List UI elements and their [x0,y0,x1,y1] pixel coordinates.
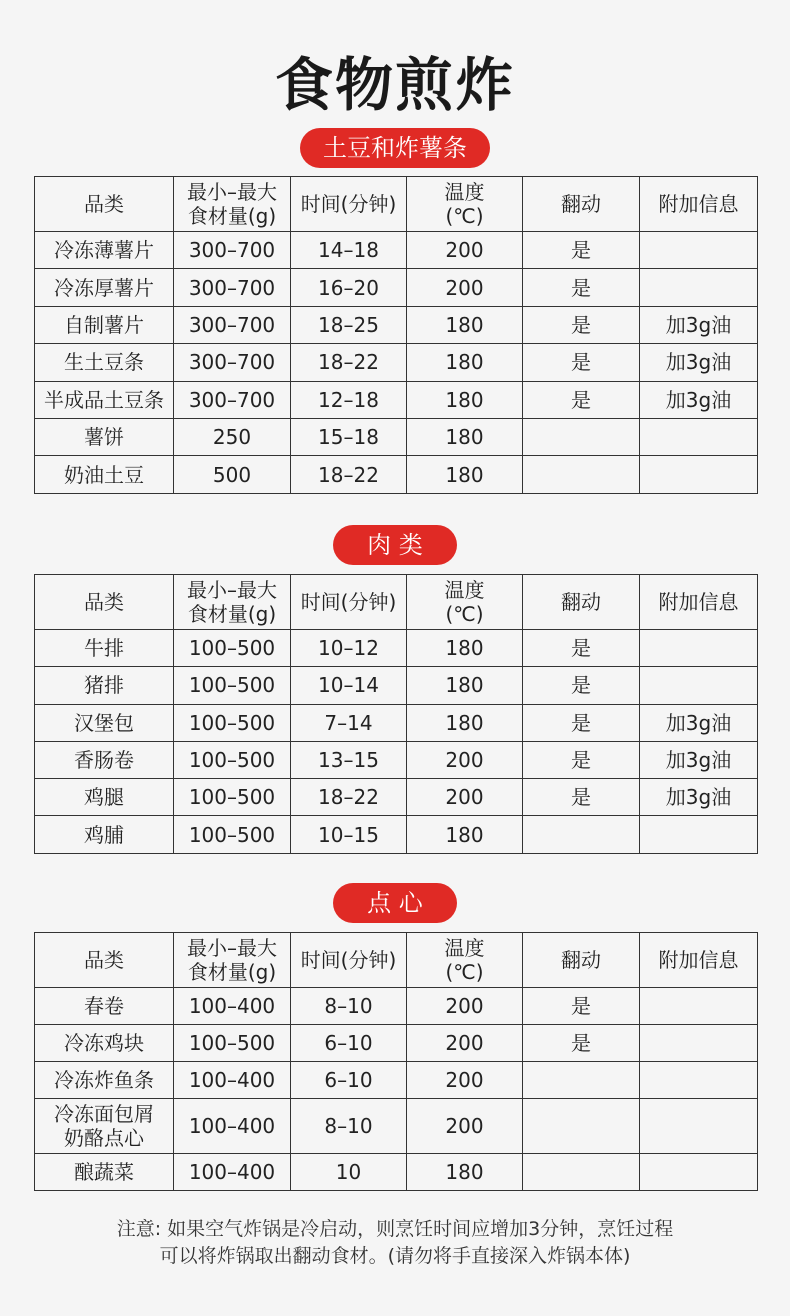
cell-extra-info: 加3g油 [640,741,758,778]
section-label: 土豆和炸薯条 [300,128,490,168]
cell-time: 6–10 [291,1025,407,1062]
table-row [35,741,758,778]
section-label: 肉 类 [333,525,457,565]
header-amount: 最小–最大 食材量(g) [174,933,291,988]
table-row [35,1062,758,1099]
cell-category: 酿蔬菜 [35,1154,174,1191]
table-row [35,232,758,269]
table-row [35,816,758,853]
cell-extra-info [640,667,758,704]
cell-category: 奶油土豆 [35,456,174,493]
table-row [35,344,758,381]
cell-category: 薯饼 [35,418,174,455]
cell-time: 18–22 [291,456,407,493]
cell-flip: 是 [523,667,640,704]
cell-temperature: 180 [407,344,523,381]
cell-amount: 300–700 [174,306,291,343]
header-flip: 翻动 [523,933,640,988]
cell-extra-info [640,1062,758,1099]
cell-category: 鸡腿 [35,779,174,816]
cell-extra-info [640,456,758,493]
cell-flip: 是 [523,630,640,667]
header-amount: 最小–最大 食材量(g) [174,177,291,232]
cell-category: 春卷 [35,988,174,1025]
cell-flip: 是 [523,704,640,741]
cell-amount: 300–700 [174,344,291,381]
cell-category: 自制薯片 [35,306,174,343]
cell-temperature: 200 [407,1025,523,1062]
header-flip: 翻动 [523,575,640,630]
table-header-row [35,575,758,630]
cell-amount: 100–500 [174,667,291,704]
cell-extra-info [640,269,758,306]
cell-time: 10–15 [291,816,407,853]
cell-extra-info [640,1025,758,1062]
cell-extra-info: 加3g油 [640,306,758,343]
header-time: 时间(分钟) [291,933,407,988]
cell-extra-info [640,1099,758,1154]
cell-time: 13–15 [291,741,407,778]
table-row [35,269,758,306]
cell-flip: 是 [523,344,640,381]
cell-amount: 100–400 [174,1099,291,1154]
table-row [35,779,758,816]
cell-time: 15–18 [291,418,407,455]
cell-extra-info: 加3g油 [640,779,758,816]
cell-category: 生土豆条 [35,344,174,381]
cell-extra-info [640,418,758,455]
cell-flip [523,456,640,493]
cell-category: 香肠卷 [35,741,174,778]
cell-amount: 300–700 [174,232,291,269]
cell-amount: 100–400 [174,1062,291,1099]
table-row [35,1099,758,1154]
cell-time: 18–22 [291,344,407,381]
table-row [35,704,758,741]
cell-extra-info: 加3g油 [640,704,758,741]
header-category: 品类 [35,933,174,988]
header-extra-info: 附加信息 [640,575,758,630]
cell-flip: 是 [523,779,640,816]
table-header-row [35,177,758,232]
cell-temperature: 200 [407,779,523,816]
cell-extra-info [640,1154,758,1191]
cell-time: 10–12 [291,630,407,667]
cell-time: 18–22 [291,779,407,816]
cell-category: 冷冻鸡块 [35,1025,174,1062]
cell-time: 8–10 [291,1099,407,1154]
cell-temperature: 180 [407,1154,523,1191]
table-header-row [35,933,758,988]
cell-flip: 是 [523,741,640,778]
cell-temperature: 200 [407,988,523,1025]
cell-time: 10–14 [291,667,407,704]
cell-temperature: 200 [407,1062,523,1099]
cell-flip [523,418,640,455]
header-extra-info: 附加信息 [640,933,758,988]
cell-time: 16–20 [291,269,407,306]
cell-amount: 100–400 [174,1154,291,1191]
cell-amount: 100–400 [174,988,291,1025]
page-title: 食物煎炸 [274,51,515,119]
cell-extra-info: 加3g油 [640,344,758,381]
cell-temperature: 200 [407,1099,523,1154]
table-row [35,1025,758,1062]
cell-temperature: 180 [407,381,523,418]
cell-amount: 500 [174,456,291,493]
cell-category: 鸡脯 [35,816,174,853]
cell-category: 冷冻薄薯片 [35,232,174,269]
cell-amount: 250 [174,418,291,455]
cell-temperature: 180 [407,704,523,741]
cell-amount: 100–500 [174,704,291,741]
table-row [35,1154,758,1191]
cell-category: 汉堡包 [35,704,174,741]
header-temperature: 温度 (℃) [407,575,523,630]
cell-flip [523,816,640,853]
table-row [35,456,758,493]
cell-extra-info [640,630,758,667]
cold-start-note: 注意: 如果空气炸锅是冷启动，则烹饪时间应增加3分钟，烹饪过程 可以将炸锅取出翻动食材。(请勿将手直接深入炸锅本体) [116,1218,674,1267]
cell-category: 冷冻厚薯片 [35,269,174,306]
cell-temperature: 200 [407,741,523,778]
cell-amount: 100–500 [174,1025,291,1062]
cell-temperature: 180 [407,418,523,455]
cell-temperature: 200 [407,269,523,306]
table-row [35,667,758,704]
header-temperature: 温度 (℃) [407,933,523,988]
cell-extra-info: 加3g油 [640,381,758,418]
header-temperature: 温度 (℃) [407,177,523,232]
cell-time: 10 [291,1154,407,1191]
cell-flip [523,1062,640,1099]
cell-flip: 是 [523,988,640,1025]
cell-temperature: 180 [407,456,523,493]
table-row [35,306,758,343]
cell-flip: 是 [523,306,640,343]
header-category: 品类 [35,575,174,630]
cell-amount: 100–500 [174,630,291,667]
header-flip: 翻动 [523,177,640,232]
cell-time: 18–25 [291,306,407,343]
frying-table [34,932,758,1191]
header-category: 品类 [35,177,174,232]
section-label: 点 心 [333,883,457,923]
cell-time: 8–10 [291,988,407,1025]
cell-flip: 是 [523,269,640,306]
frying-table [34,176,758,494]
cell-extra-info [640,232,758,269]
table-row [35,630,758,667]
header-time: 时间(分钟) [291,177,407,232]
header-extra-info: 附加信息 [640,177,758,232]
cell-flip: 是 [523,232,640,269]
cell-amount: 300–700 [174,381,291,418]
cell-amount: 300–700 [174,269,291,306]
header-amount: 最小–最大 食材量(g) [174,575,291,630]
cell-extra-info [640,816,758,853]
frying-table [34,574,758,854]
cell-amount: 100–500 [174,741,291,778]
cell-category: 牛排 [35,630,174,667]
table-row [35,988,758,1025]
cell-time: 6–10 [291,1062,407,1099]
cell-temperature: 180 [407,630,523,667]
cell-category: 猪排 [35,667,174,704]
table-row [35,381,758,418]
cell-time: 12–18 [291,381,407,418]
cell-category: 冷冻炸鱼条 [35,1062,174,1099]
cell-amount: 100–500 [174,779,291,816]
cell-time: 7–14 [291,704,407,741]
cell-flip [523,1099,640,1154]
cell-flip: 是 [523,1025,640,1062]
cell-temperature: 180 [407,667,523,704]
cell-temperature: 180 [407,306,523,343]
cell-extra-info [640,988,758,1025]
cell-category: 冷冻面包屑 奶酪点心 [35,1099,174,1154]
cell-flip [523,1154,640,1191]
cell-temperature: 180 [407,816,523,853]
table-row [35,418,758,455]
cell-amount: 100–500 [174,816,291,853]
header-time: 时间(分钟) [291,575,407,630]
cell-temperature: 200 [407,232,523,269]
cell-category: 半成品土豆条 [35,381,174,418]
cell-flip: 是 [523,381,640,418]
cell-time: 14–18 [291,232,407,269]
